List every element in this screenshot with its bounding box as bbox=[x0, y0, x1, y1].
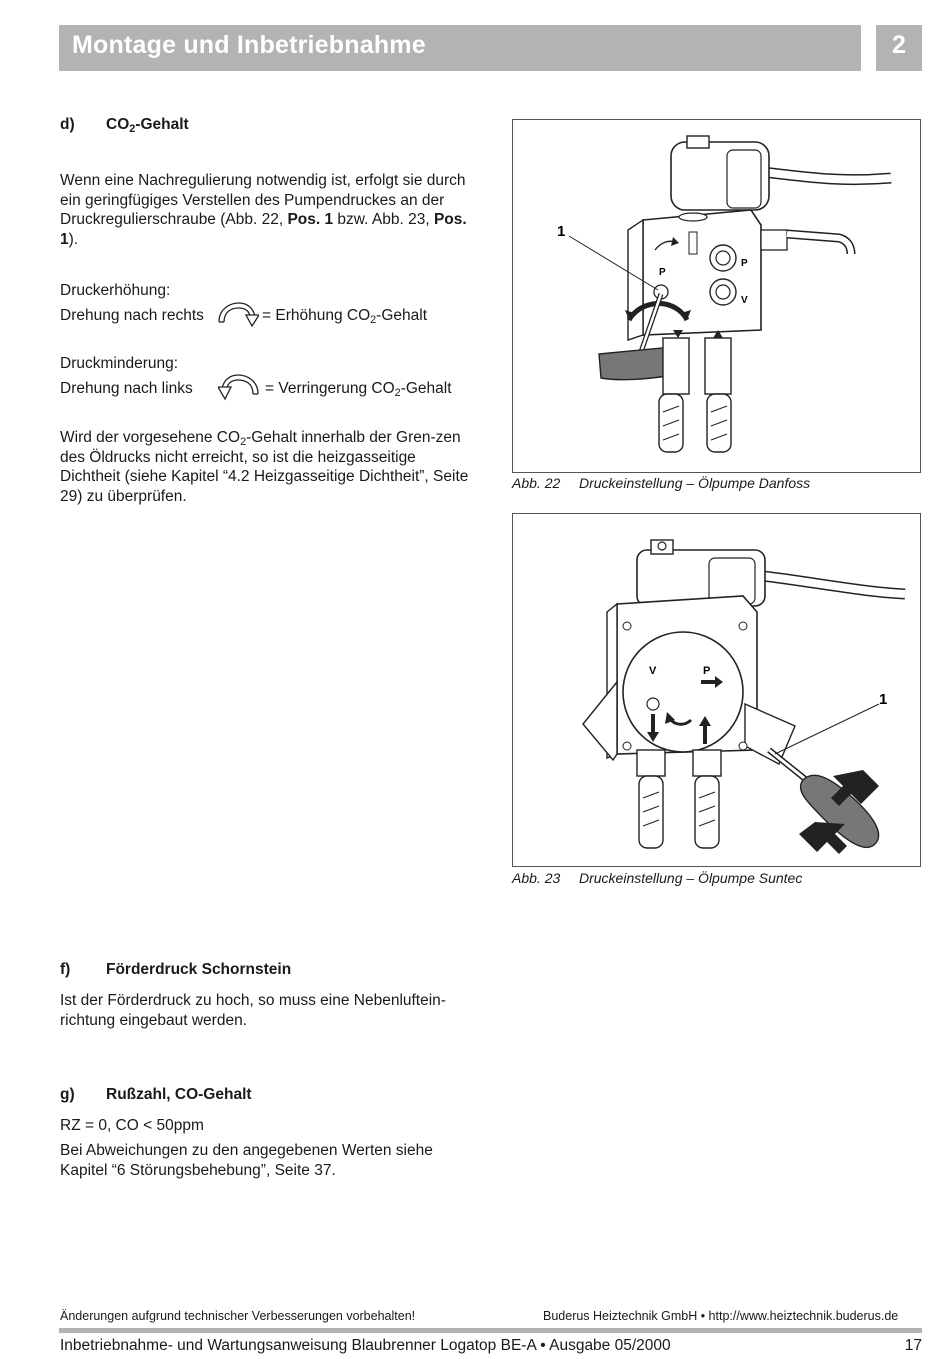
section-g-values: RZ = 0, CO < 50ppm bbox=[60, 1117, 204, 1134]
section-d-paragraph-2: Wird der vorgesehene $CO_2$-Gehalt innerhalb der Gren-zen des Öldrucks nicht erreicht, so ist die heizgasseitige Dichtheit (siehe Kapitel “4.2 Heizgasseitige Dichtheit”, Seite 29) zu überprüfen. bbox=[60, 429, 469, 505]
footer-notice: Änderungen aufgrund technischer Verbesserungen vorbehalten! bbox=[60, 1309, 416, 1323]
section-f-label: f) bbox=[60, 961, 71, 978]
fig23-label-v: V bbox=[649, 665, 657, 677]
figure-23-frame bbox=[512, 513, 921, 867]
figure-22-caption-number: Abb. 22 bbox=[512, 475, 561, 491]
section-g-title: Rußzahl, CO-Gehalt bbox=[106, 1086, 252, 1103]
section-f-title: Förderdruck Schornstein bbox=[106, 961, 292, 978]
figure-23-caption-text: Druckeinstellung – Ölpumpe Suntec bbox=[579, 870, 803, 886]
section-d-label: d) bbox=[60, 116, 75, 133]
decrease-result: = Verringerung $CO_2$-Gehalt bbox=[265, 380, 452, 399]
section-d-paragraph-1: Wenn eine Nachregulierung notwendig ist, erfolgt sie durch ein geringfügiges Verstellen des Pumpendruckes an der Druckregulierschraube (Abb. 22, Pos. 1 bzw. Abb. 23, Pos. 1). bbox=[60, 172, 467, 248]
figure-23-caption-number: Abb. 23 bbox=[512, 870, 561, 886]
figure-22-caption-text: Druckeinstellung – Ölpumpe Danfoss bbox=[579, 475, 811, 491]
section-g-label: g) bbox=[60, 1086, 75, 1103]
fig22-label-p-screw: P bbox=[659, 267, 666, 278]
increase-line: Drehung nach rechts bbox=[60, 307, 204, 324]
rotate-clockwise-icon bbox=[215, 300, 259, 328]
suntec-pump-illustration bbox=[513, 514, 920, 866]
fig22-label-p: P bbox=[741, 258, 748, 269]
fig23-callout: 1 bbox=[879, 691, 888, 708]
decrease-label: Druckminderung: bbox=[60, 355, 179, 372]
page-number: 17 bbox=[904, 1337, 922, 1354]
section-f-paragraph: Ist der Förderdruck zu hoch, so muss eine Nebenluftein-richtung eingebaut werden. bbox=[60, 992, 446, 1029]
decrease-line: Drehung nach links bbox=[60, 380, 193, 397]
increase-label: Druckerhöhung: bbox=[60, 282, 171, 299]
figure-22-frame bbox=[512, 119, 921, 473]
footer-document: Inbetriebnahme- und Wartungsanweisung Blaubrenner Logatop BE-A • Ausgabe 05/2000 bbox=[60, 1337, 671, 1354]
fig22-callout: 1 bbox=[557, 223, 566, 240]
section-g-paragraph: Bei Abweichungen zu den angegebenen Werten siehe Kapitel “6 Störungsbehebung”, Seite 37. bbox=[60, 1142, 433, 1179]
increase-result: = Erhöhung $CO_2$-Gehalt bbox=[262, 307, 428, 326]
footer-rule bbox=[59, 1328, 922, 1333]
section-d-title: $CO_2$-Gehalt bbox=[106, 116, 189, 135]
rotate-counterclockwise-icon bbox=[218, 372, 262, 402]
footer-company: Buderus Heiztechnik GmbH • http://www.heiztechnik.buderus.de bbox=[543, 1309, 899, 1323]
danfoss-pump-illustration bbox=[513, 120, 920, 472]
fig23-label-p: P bbox=[703, 665, 711, 677]
fig22-label-v: V bbox=[741, 295, 748, 306]
chapter-number: 2 bbox=[892, 31, 906, 59]
page-title: Montage und Inbetriebnahme bbox=[72, 31, 426, 59]
